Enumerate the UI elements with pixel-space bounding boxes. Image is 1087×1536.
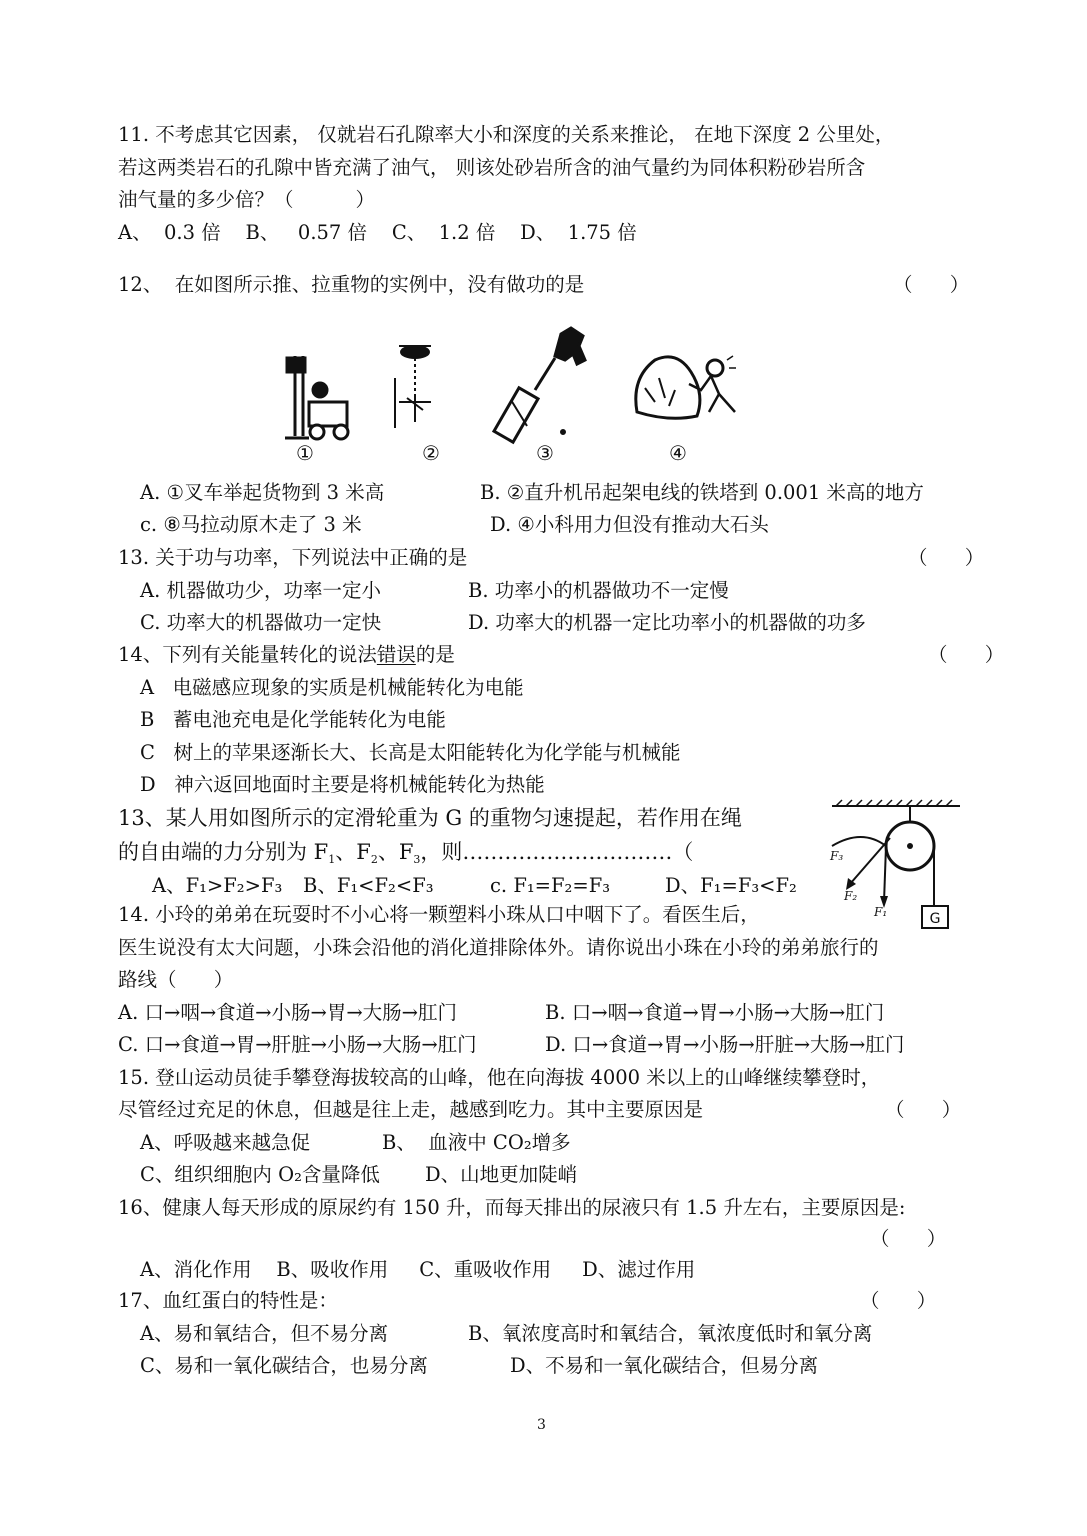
- q15-option-c: C、组织细胞内 O₂含量降低: [140, 1163, 380, 1186]
- q15-line2: 尽管经过充足的休息，但越是往上走，越感到吃力。其中主要原因是: [118, 1098, 704, 1121]
- forklift-illustration: [285, 356, 348, 439]
- q17-option-d: D、不易和一氧化碳结合，但易分离: [510, 1354, 819, 1377]
- q13b-option-b: B、F₁<F₂<F₃: [303, 874, 434, 897]
- q15-line1: 15. 登山运动员徒手攀登海拔较高的山峰，他在向海拔 4000 米以上的山峰继续攀登时，: [118, 1066, 881, 1089]
- q14b-line2: 医生说没有太大问题，小珠会沿他的消化道排除体外。请你说出小珠在小玲的弟弟旅行的: [118, 936, 879, 959]
- q13b-line2-post: ，则…………………………（: [420, 840, 694, 864]
- q12-option-c: c. ⑧马拉动原木走了 3 米: [140, 513, 362, 536]
- q11-line3: 油气量的多少倍？（ ）: [118, 188, 375, 211]
- q14a-stem-post: 的是: [415, 643, 455, 666]
- q14b-line1: 14. 小玲的弟弟在玩耍时不小心将一颗塑料小珠从口中咽下了。看医生后，: [118, 903, 760, 926]
- q12-option-b: B. ②直升机吊起架电线的铁塔到 0.001 米高的地方: [480, 481, 924, 504]
- q13b-line1: 13、某人用如图所示的定滑轮重为 G 的重物匀速提起，若作用在绳: [118, 806, 742, 830]
- page-number: 3: [537, 1417, 546, 1433]
- q16-answer-paren: （ ）: [870, 1227, 947, 1250]
- q14a-option-c: C 树上的苹果逐渐长大、长高是太阳能转化为化学能与机械能: [140, 741, 681, 764]
- q11-options: A、 0.3 倍 B、 0.57 倍 C、 1.2 倍 D、 1.75 倍: [118, 221, 637, 244]
- q17-option-a: A、易和氧结合，但不易分离: [140, 1322, 389, 1345]
- q15-option-d: D、山地更加陡峭: [425, 1163, 578, 1186]
- q13a-option-b: B. 功率小的机器做功不一定慢: [468, 579, 729, 602]
- fig-label-2: ②: [422, 441, 440, 465]
- q16-options: A、消化作用 B、吸收作用 C、重吸收作用 D、滤过作用: [140, 1258, 696, 1281]
- q13b-option-d: D、F₁=F₃<F₂: [665, 874, 797, 897]
- q11-line1: 11. 不考虑其它因素， 仅就岩石孔隙率大小和深度的关系来推论， 在地下深度 2 公里处，: [118, 123, 895, 146]
- q13b-line2-pre: 的自由端的力分别为 F: [118, 840, 329, 864]
- q13a-option-c: C. 功率大的机器做功一定快: [140, 611, 382, 634]
- q13b-line2-mid2: 、F: [377, 840, 414, 864]
- pulley-figure: [822, 798, 964, 934]
- q15-option-b: B、 血液中 CO₂增多: [382, 1131, 571, 1154]
- q14a-answer-paren: （ ）: [928, 643, 1005, 666]
- q13b-option-c: c. F₁=F₂=F₃: [490, 874, 611, 897]
- force-f3-label: F₃: [830, 849, 844, 863]
- force-f1-label: F₁: [874, 905, 888, 919]
- weight-label: G: [929, 911, 941, 927]
- q17-stem: 17、血红蛋白的特性是：: [118, 1289, 338, 1312]
- q14a-option-d: D 神六返回地面时主要是将机械能转化为热能: [140, 773, 545, 796]
- q14a-option-a: A 电磁感应现象的实质是机械能转化为电能: [140, 676, 524, 699]
- q17-answer-paren: （ ）: [860, 1289, 937, 1312]
- q16-line1: 16、健康人每天形成的原尿约有 150 升，而每天排出的尿液只有 1.5 升左右，主要原因是:: [118, 1196, 906, 1219]
- q15-option-a: A、呼吸越来越急促: [140, 1131, 311, 1154]
- fig-label-3: ③: [536, 441, 554, 465]
- q12-figure-strip: [265, 318, 745, 468]
- horse-log-illustration: [494, 328, 585, 442]
- q12-answer-paren: （ ）: [893, 273, 970, 296]
- q15-answer-paren: （ ）: [885, 1098, 962, 1121]
- q14a-stem-pre: 14、下列有关能量转化的说法: [118, 643, 377, 666]
- q14b-line3: 路线（ ）: [118, 968, 234, 991]
- q17-option-b: B、氧浓度高时和氧结合，氧浓度低时和氧分离: [468, 1322, 873, 1345]
- q12-option-d: D. ④小科用力但没有推动大石头: [490, 513, 769, 536]
- q13b-line2: 的自由端的力分别为 $F_1$、$F_2$、$F_3$，则…………………………（: [118, 840, 694, 866]
- q14a-stem: [118, 642, 455, 668]
- q13b-option-a: A、F₁>F₂>F₃: [152, 874, 283, 897]
- q13a-answer-paren: （ ）: [908, 546, 985, 569]
- q12-option-a: A. ①叉车举起货物到 3 米高: [140, 481, 385, 504]
- force-f2-label: F₂: [844, 889, 858, 903]
- q14a-option-b: B 蓄电池充电是化学能转化为电能: [140, 708, 446, 731]
- helicopter-illustration: [395, 346, 431, 428]
- boy-rock-illustration: [636, 356, 736, 418]
- q17-option-c: C、易和一氧化碳结合，也易分离: [140, 1354, 428, 1377]
- q13a-option-d: D. 功率大的机器一定比功率小的机器做的功多: [468, 611, 866, 634]
- fig-label-4: ④: [669, 441, 687, 465]
- q13b-line2-mid1: 、F: [335, 840, 371, 864]
- q14b-option-d: D. 口→食道→胃→小肠→肝脏→大肠→肛门: [545, 1033, 905, 1056]
- fig-label-1: ①: [296, 441, 314, 465]
- q13a-option-a: A. 机器做功少，功率一定小: [140, 579, 381, 602]
- q13a-stem: 13. 关于功与功率，下列说法中正确的是: [118, 546, 468, 569]
- q14b-option-b: B. 口→咽→食道→胃→小肠→大肠→肛门: [545, 1001, 885, 1024]
- q12-stem: 12、 在如图所示推、拉重物的实例中，没有做功的是: [118, 273, 585, 296]
- q14b-option-a: A. 口→咽→食道→小肠→胃→大肠→肛门: [118, 1001, 458, 1024]
- q14a-stem-underlined: 错误: [376, 643, 416, 666]
- q14b-option-c: C. 口→食道→胃→肝脏→小肠→大肠→肛门: [118, 1033, 477, 1056]
- q11-line2: 若这两类岩石的孔隙中皆充满了油气， 则该处砂岩所含的油气量约为同体积粉砂岩所含: [118, 156, 866, 179]
